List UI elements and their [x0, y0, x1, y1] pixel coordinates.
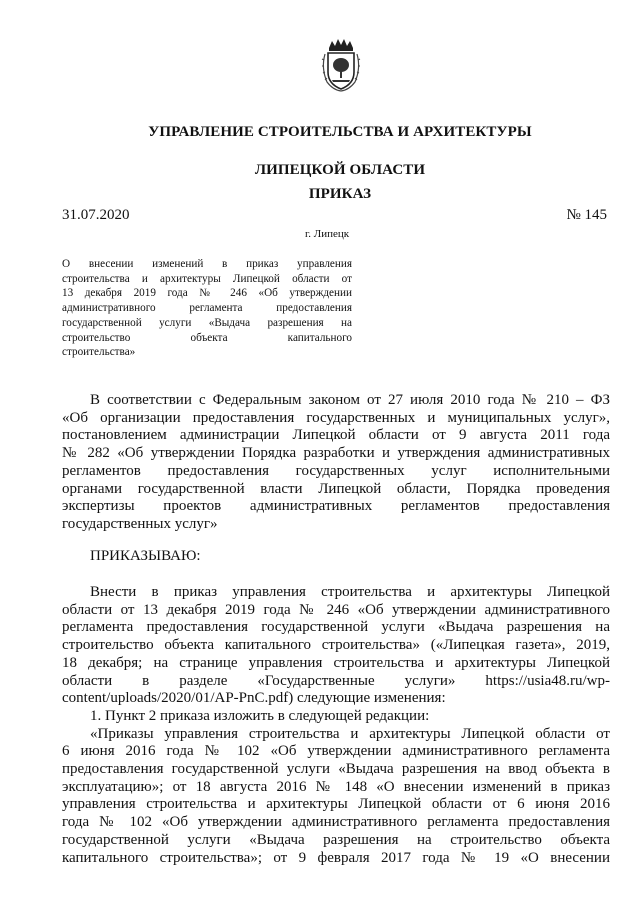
- preamble-line: В соответствии с Федеральным законом от 27 июля 2010 года № 210 – ФЗ: [90, 392, 610, 408]
- body-line: эксплуатацию»; от 18 августа 2016 № 148 «О внесении изменений в приказ: [62, 778, 610, 795]
- document-city: г. Липецк: [305, 228, 350, 240]
- agency-title-line2: ЛИПЕЦКОЙ ОБЛАСТИ: [254, 162, 426, 178]
- body-line: года № 102 «Об утверждении административного регламента предоставления: [62, 814, 610, 831]
- body-line: Внести в приказ управления строительства и архитектуры Липецкой: [90, 584, 610, 600]
- subject-line: государственной услуги «Выдача разрешения на: [62, 316, 352, 329]
- order-word-paragraph: [62, 548, 610, 566]
- agency-title-line1: УПРАВЛЕНИЕ СТРОИТЕЛЬСТВА И АРХИТЕКТУРЫ: [148, 124, 532, 140]
- body-line: государственной услуги «Выдача разрешения на строительство объекта: [62, 831, 610, 848]
- document-type-title: ПРИКАЗ: [308, 186, 372, 202]
- body-line: регламента предоставления государственной услуги «Выдача разрешения на: [62, 619, 610, 636]
- preamble-line: № 282 «Об утверждении Порядка разработки и утверждения административных: [62, 445, 610, 462]
- body-line: строительство объекта капитального строительства» («Липецкая газета», 2019,: [62, 637, 610, 654]
- preamble-paragraph: [62, 392, 610, 534]
- document-number: № 145: [566, 207, 607, 223]
- body-line: 18 декабря; на странице управления строительства и архитектуры Липецкой: [62, 654, 610, 671]
- subject-line: строительства и архитектуры Липецкой области от: [62, 272, 352, 285]
- preamble-line: регламентов предоставления государственных услуг исполнительными: [62, 462, 610, 479]
- coat-of-arms-icon: [319, 38, 363, 92]
- subject-line: строительство объекта капитального: [62, 331, 352, 344]
- order-word: ПРИКАЗЫВАЮ:: [90, 548, 201, 564]
- body-line: области в разделе «Государственные услуги» https://usia48.ru/wp-: [62, 672, 610, 689]
- body-line: предоставления государственной услуги «Выдача разрешения на ввод объекта в: [62, 761, 610, 778]
- body-line: управления строительства и архитектуры Липецкой области от 6 июня 2016: [62, 796, 610, 813]
- subject-block: [62, 257, 352, 360]
- preamble-line: постановлением администрации Липецкой области от 9 августа 2011 года: [62, 427, 610, 444]
- body-line: content/uploads/2020/01/AP-PnC.pdf) следующие изменения:: [62, 690, 446, 707]
- preamble-line: органами государственной власти Липецкой области, Порядка проведения: [62, 480, 610, 497]
- subject-line: строительства»: [62, 346, 136, 359]
- body-line: капитального строительства»; от 9 февраля 2017 года № 19 «О внесении: [62, 849, 610, 866]
- subject-line: административного регламента предоставления: [62, 302, 352, 315]
- body-line: области от 13 декабря 2019 года № 246 «Об утверждении административного: [62, 601, 610, 618]
- body-line: «Приказы управления строительства и архитектуры Липецкой области от: [90, 725, 610, 742]
- document-date: 31.07.2020: [62, 207, 130, 223]
- subject-line: 13 декабря 2019 года № 246 «Об утверждении: [62, 287, 352, 300]
- preamble-line: государственных услуг»: [62, 515, 218, 532]
- body-line: 1. Пункт 2 приказа изложить в следующей редакции:: [90, 707, 430, 724]
- subject-line: О внесении изменений в приказ управления: [62, 258, 352, 270]
- main-body-paragraph: [62, 584, 610, 867]
- preamble-line: экспертизы проектов административных регламентов предоставления: [62, 498, 610, 515]
- preamble-line: «Об организации предоставления государственных и муниципальных услуг»,: [62, 409, 610, 426]
- body-line: 6 июня 2016 года № 102 «Об утверждении административного регламента: [62, 743, 610, 760]
